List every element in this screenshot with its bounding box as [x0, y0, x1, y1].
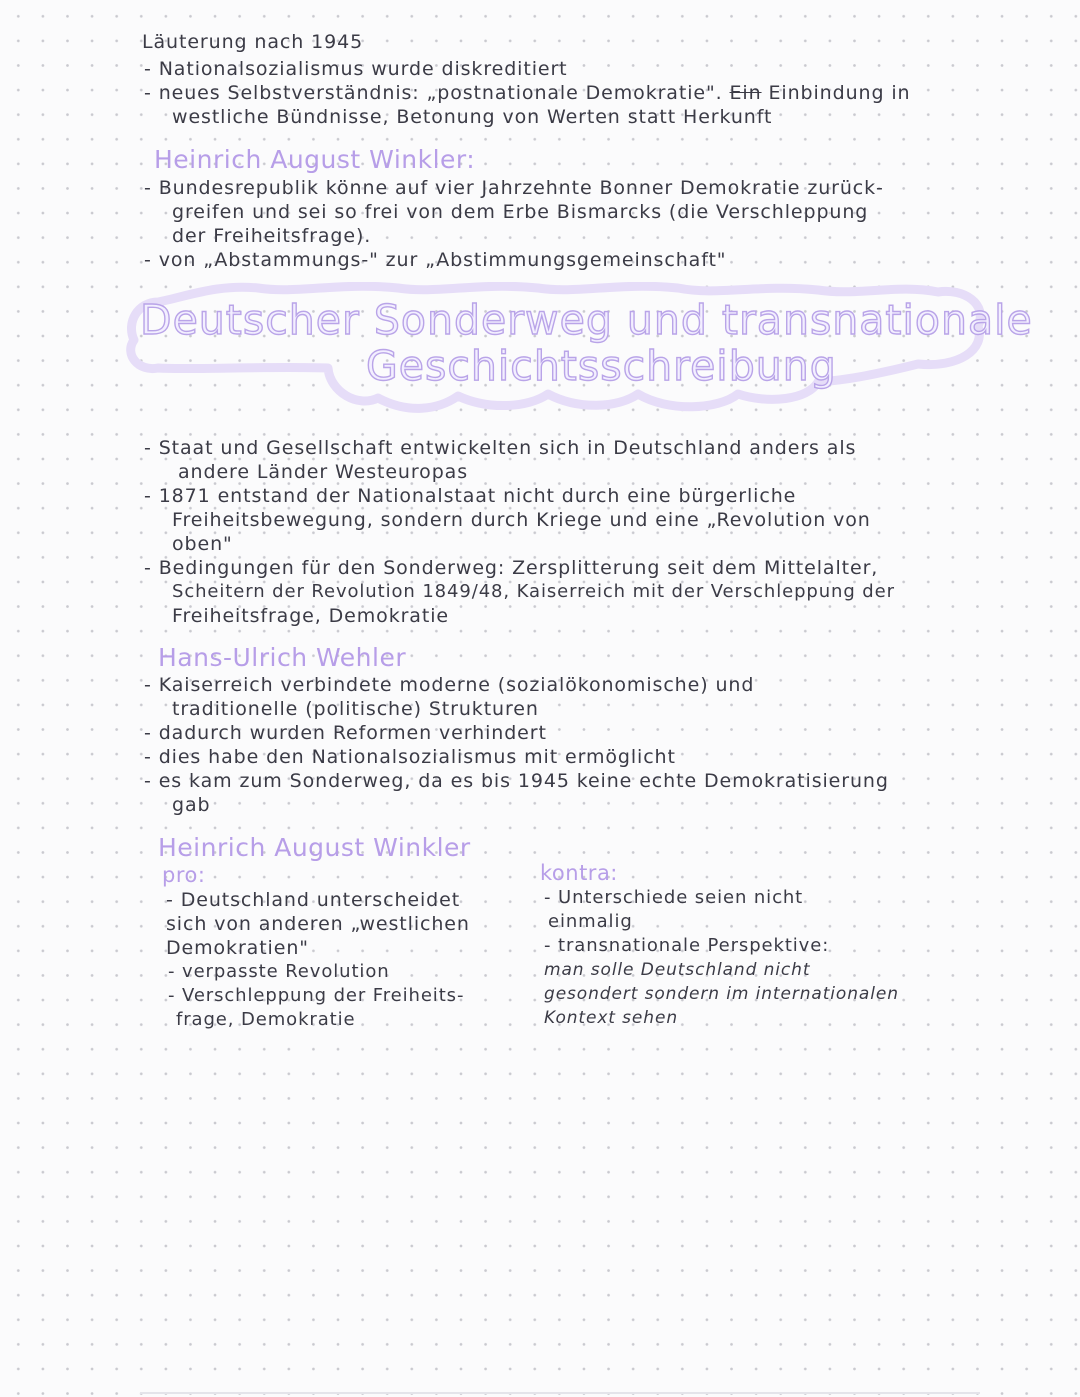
pro-line: sich von anderen „westlichen	[166, 913, 470, 935]
kontra-line: einmalig	[548, 911, 633, 932]
sonderweg-line: Freiheitsfrage, Demokratie	[172, 605, 449, 627]
page-bottom-edge	[140, 1392, 980, 1394]
bullet-continuation: westliche Bündnisse, Betonung von Werten statt Herkunft	[172, 106, 773, 128]
bullet-text: Einbindung in	[768, 82, 911, 104]
pro-line: Demokratien"	[166, 937, 309, 959]
section-title-laeuterung: Läuterung nach 1945	[142, 31, 364, 53]
winkler-line: greifen und sei so frei von dem Erbe Bismarcks (die Verschleppung	[172, 201, 869, 223]
kontra-line: Kontext sehen	[544, 1008, 678, 1028]
winkler-line: der Freiheitsfrage).	[172, 225, 372, 247]
sonderweg-line: Scheitern der Revolution 1849/48, Kaiserreich mit der Verschleppung der	[172, 581, 895, 602]
kontra-line: - transnationale Perspektive:	[544, 935, 830, 956]
bullet-nationalsozialismus: - Nationalsozialismus wurde diskreditiert	[144, 58, 568, 80]
sonderweg-line: - Bedingungen für den Sonderweg: Zersplitterung seit dem Mittelalter,	[144, 557, 879, 579]
kontra-column	[540, 860, 980, 1030]
wehler-line: - dies habe den Nationalsozialismus mit ermöglicht	[144, 746, 676, 768]
sonderweg-line: - 1871 entstand der Nationalstaat nicht durch eine bürgerliche	[144, 485, 797, 507]
sonderweg-line: oben"	[172, 533, 233, 555]
wehler-line: traditionelle (politische) Strukturen	[172, 698, 539, 720]
pro-line: - Deutschland unterscheidet	[166, 889, 461, 911]
wehler-line: - Kaiserreich verbindete moderne (sozialökonomische) und	[144, 674, 755, 696]
pro-label: pro:	[162, 863, 206, 887]
kontra-line: - Unterschiede seien nicht	[544, 887, 804, 908]
wehler-line: - es kam zum Sonderweg, da es bis 1945 keine echte Demokratisierung	[144, 770, 889, 792]
pro-line: - Verschleppung der Freiheits-	[168, 985, 465, 1006]
title-geschichtsschreibung: Geschichtsschreibung	[366, 342, 837, 390]
wehler-line: - dadurch wurden Reformen verhindert	[144, 722, 547, 744]
heading-winkler: Heinrich August Winkler:	[154, 145, 476, 174]
struck-word: Ein	[729, 82, 762, 104]
wehler-line: gab	[172, 794, 211, 816]
pro-line: frage, Demokratie	[176, 1009, 356, 1030]
winkler-line: - von „Abstammungs-" zur „Abstimmungsgemeinschaft"	[144, 249, 727, 271]
kontra-line: gesondert sondern im internationalen	[544, 984, 899, 1004]
title-sonderweg: Deutscher Sonderweg und transnationale	[140, 296, 1033, 344]
bullet-selbstverstaendnis	[144, 81, 910, 105]
sonderweg-line: - Staat und Gesellschaft entwickelten sich in Deutschland anders als	[144, 437, 857, 459]
bullet-text: - neues Selbstverständnis: „postnationale Demokratie".	[144, 82, 723, 104]
kontra-line: man solle Deutschland nicht	[544, 960, 811, 980]
winkler-line: - Bundesrepublik könne auf vier Jahrzehnte Bonner Demokratie zurück-	[144, 177, 884, 199]
pro-line: - verpasste Revolution	[168, 961, 390, 982]
sonderweg-line: andere Länder Westeuropas	[178, 461, 468, 483]
kontra-label: kontra:	[540, 861, 618, 885]
heading-wehler: Hans-Ulrich Wehler	[158, 643, 407, 672]
sonderweg-line: Freiheitsbewegung, sondern durch Kriege und eine „Revolution von	[172, 509, 871, 531]
heading-winkler-2: Heinrich August Winkler	[158, 833, 471, 862]
pro-column	[162, 862, 492, 1032]
